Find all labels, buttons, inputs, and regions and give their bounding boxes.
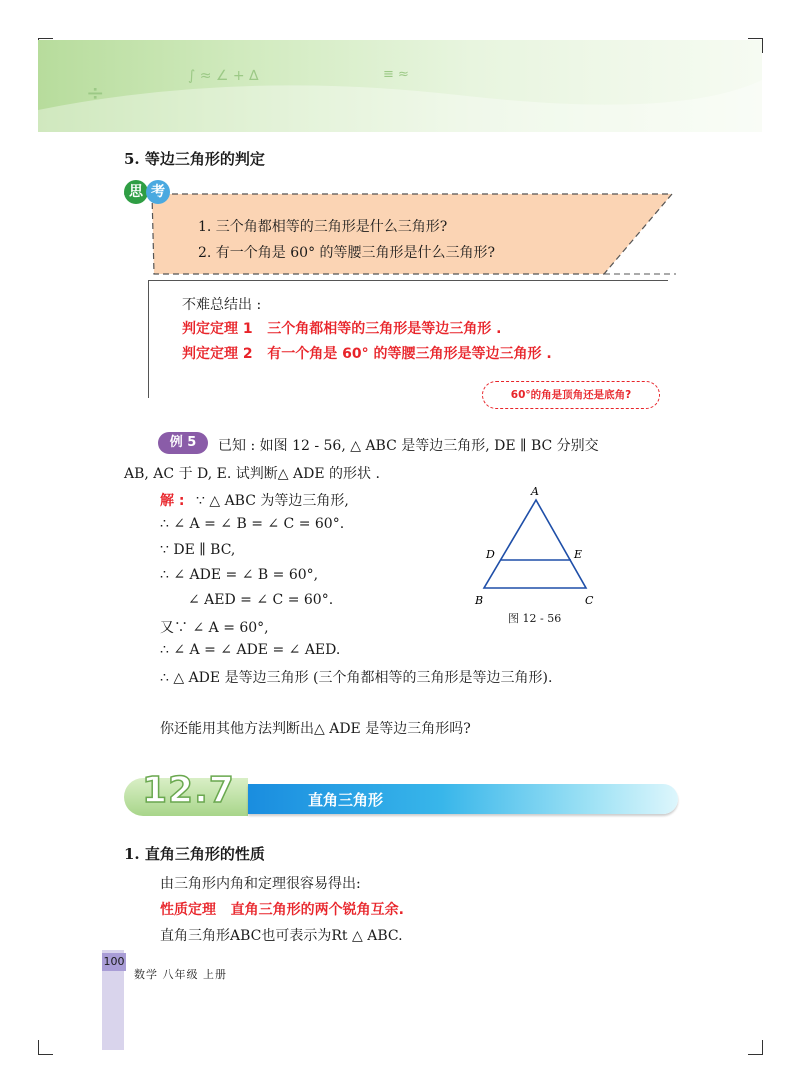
section-1-title: 1. 直角三角形的性质 <box>124 845 265 863</box>
solution-step-1: ∵ △ ABC 为等边三角形, <box>196 493 349 509</box>
solution-label: 解 : <box>160 493 185 509</box>
example-statement-line1: 已知 : 如图 12 - 56, △ ABC 是等边三角形, DE ∥ BC 分别交 <box>218 438 599 454</box>
vertex-label-e: E <box>574 548 583 561</box>
header-banner <box>38 40 762 132</box>
theorem-1 <box>182 318 501 338</box>
vertex-label-b: B <box>475 594 484 607</box>
theorem-1-label: 判定定理 1 <box>182 321 253 337</box>
theorem-2-label: 判定定理 2 <box>182 346 253 362</box>
follow-up-question: 你还能用其他方法判断出△ ADE 是等边三角形吗? <box>160 721 471 737</box>
solution-step-3: ∵ DE ∥ BC, <box>160 542 236 558</box>
think-badge-char1: 思 <box>124 180 148 204</box>
page-number: 100 <box>102 953 126 971</box>
section-1-paragraph-1: 由三角形内角和定理很容易得出: <box>160 876 361 892</box>
crop-mark-bottom-right <box>748 1040 763 1055</box>
book-title: 数学 八年级 上册 <box>134 968 227 981</box>
vertex-label-a: A <box>531 485 539 498</box>
theorem-1-text: 三个角都相等的三角形是等边三角形 . <box>267 321 502 337</box>
conclusion-intro: 不难总结出 : <box>182 297 262 313</box>
svg-text:÷: ÷ <box>86 81 105 106</box>
property-theorem <box>160 899 404 919</box>
solution-step-5: ∠ AED = ∠ C = 60°. <box>188 592 334 608</box>
solution-step-7: ∴ ∠ A = ∠ ADE = ∠ AED. <box>160 642 341 658</box>
section-1-paragraph-2: 直角三角形ABC也可表示为Rt △ ABC. <box>160 928 403 944</box>
think-badge-char2: 考 <box>146 180 170 204</box>
solution-step-6: 又∵ ∠ A = 60°, <box>160 620 269 636</box>
figure-caption: 图 12 - 56 <box>508 612 562 625</box>
banner-decoration <box>38 40 762 132</box>
theorem-2-text: 有一个角是 60° 的等腰三角形是等边三角形 . <box>267 346 552 362</box>
section-5-title: 5. 等边三角形的判定 <box>124 150 265 168</box>
property-theorem-label: 性质定理 <box>160 902 216 918</box>
chapter-title-bar <box>248 784 678 814</box>
solution-step-4: ∴ ∠ ADE = ∠ B = 60°, <box>160 567 319 583</box>
think-question-2: 2. 有一个角是 60° 的等腰三角形是什么三角形? <box>198 245 496 261</box>
conclusion-top-border <box>148 280 668 281</box>
example-statement-line2: AB, AC 于 D, E. 试判断△ ADE 的形状 . <box>124 466 380 482</box>
hint-cloud: 60°的角是顶角还是底角? <box>482 381 660 409</box>
theorem-2 <box>182 343 552 363</box>
solution-step-8: ∴ △ ADE 是等边三角形 (三个角都相等的三角形是等边三角形). <box>160 670 553 686</box>
conclusion-left-border <box>148 280 149 398</box>
solution-step-2: ∴ ∠ A = ∠ B = ∠ C = 60°. <box>160 516 345 532</box>
svg-text:∫ ≈ ∠ + ∆: ∫ ≈ ∠ + ∆ <box>188 68 259 84</box>
vertex-label-d: D <box>486 548 495 561</box>
property-theorem-text: 直角三角形的两个锐角互余. <box>230 902 404 918</box>
triangle-abc <box>484 500 586 588</box>
vertex-label-c: C <box>585 594 594 607</box>
svg-text:≡ ≈: ≡ ≈ <box>383 67 409 82</box>
crop-mark-bottom-left <box>38 1040 53 1055</box>
think-question-1: 1. 三个角都相等的三角形是什么三角形? <box>198 219 448 235</box>
example-badge: 例 5 <box>158 432 208 454</box>
triangle-figure <box>470 482 610 612</box>
chapter-number: 12.7 <box>142 770 235 811</box>
think-badge <box>124 180 176 206</box>
chapter-title: 直角三角形 <box>308 791 384 809</box>
